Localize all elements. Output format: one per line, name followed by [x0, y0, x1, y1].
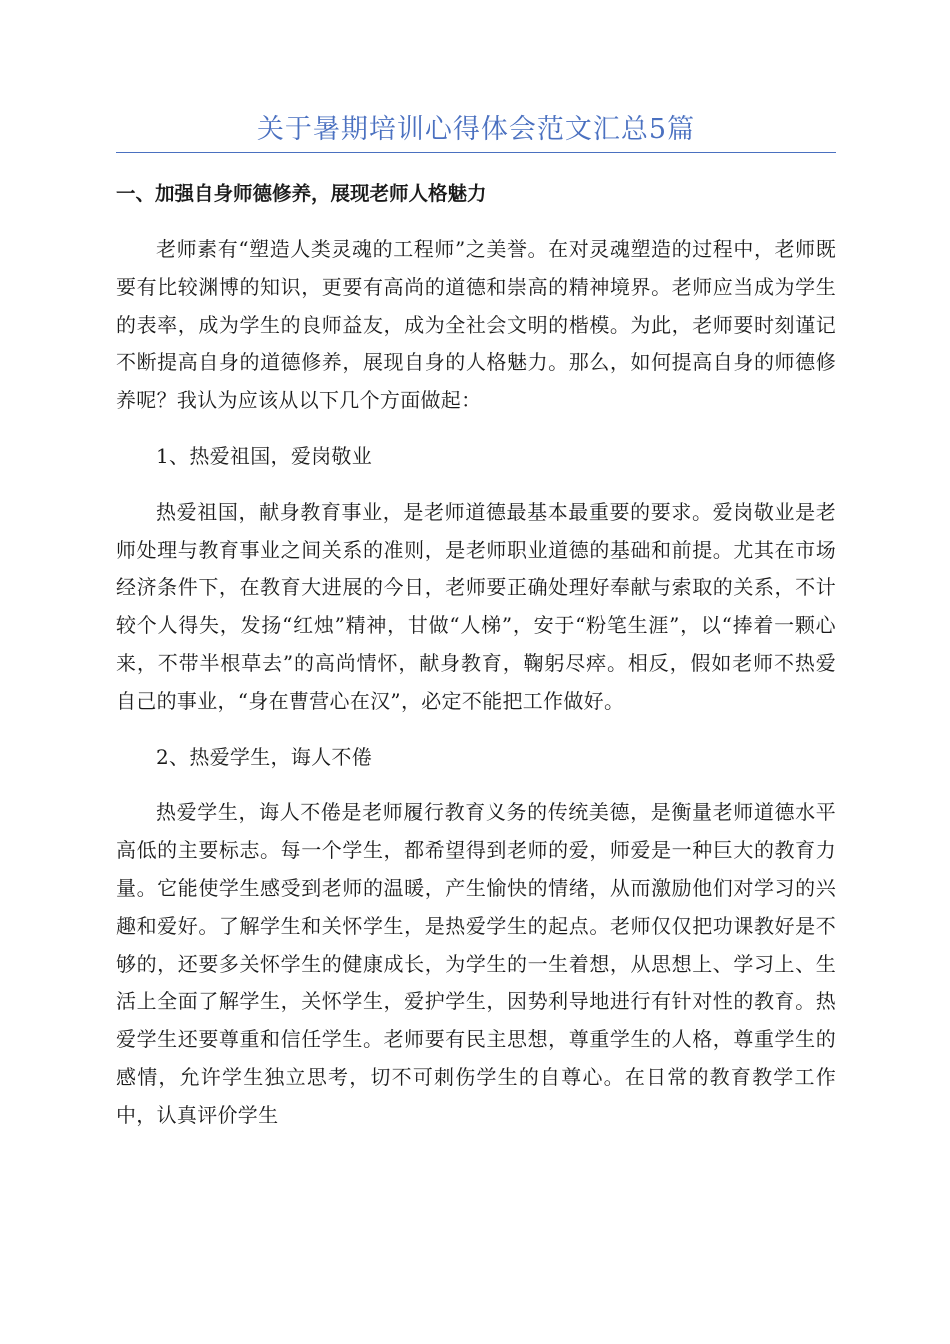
- document-title: 关于暑期培训心得体会范文汇总5篇: [116, 110, 836, 153]
- point-1-heading: 1、热爱祖国，爱岗敬业: [156, 443, 373, 468]
- document-page: [116, 110, 836, 1135]
- point-2-heading: 2、热爱学生，诲人不倦: [156, 744, 373, 769]
- section-heading: 一、加强自身师德修养，展现老师人格魅力: [116, 182, 487, 205]
- intro-paragraph: 老师素有“塑造人类灵魂的工程师”之美誉。在对灵魂塑造的过程中，老师既要有比较渊博的知识，更要有高尚的道德和崇高的精神境界。老师应当成为学生的表率，成为学生的良师益友，成为全社会文明的楷模。为此，老师要时刻谨记不断提高自身的道德修养，展现自身的人格魅力。那么，如何提高自身的师德修养呢？我认为应该从以下几个方面做起：: [116, 237, 836, 413]
- point-2-paragraph: 热爱学生，诲人不倦是老师履行教育义务的传统美德，是衡量老师道德水平高低的主要标志。每一个学生，都希望得到老师的爱，师爱是一种巨大的教育力量。它能使学生感受到老师的温暖，产生愉快的情绪，从而激励他们对学习的兴趣和爱好。了解学生和关怀学生，是热爱学生的起点。老师仅仅把功课教好是不够的，还要多关怀学生的健康成长，为学生的一生着想，从思想上、学习上、生活上全面了解学生，关怀学生，爱护学生，因势利导地进行有针对性的教育。热爱学生还要尊重和信任学生。老师要有民主思想，尊重学生的人格，尊重学生的感情，允许学生独立思考，切不可刺伤学生的自尊心。在日常的教育教学工作中，认真评价学生: [116, 800, 836, 1127]
- point-1-paragraph: 热爱祖国，献身教育事业，是老师道德最基本最重要的要求。爱岗敬业是老师处理与教育事业之间关系的准则，是老师职业道德的基础和前提。尤其在市场经济条件下，在教育大进展的今日，老师要正确处理好奉献与索取的关系，不计较个人得失，发扬“红烛”精神，甘做“人梯”，安于“粉笔生涯”，以“捧着一颗心来，不带半根草去”的高尚情怀，献身教育，鞠躬尽瘁。相反，假如老师不热爱自己的事业，“身在曹营心在汉”，必定不能把工作做好。: [116, 499, 836, 713]
